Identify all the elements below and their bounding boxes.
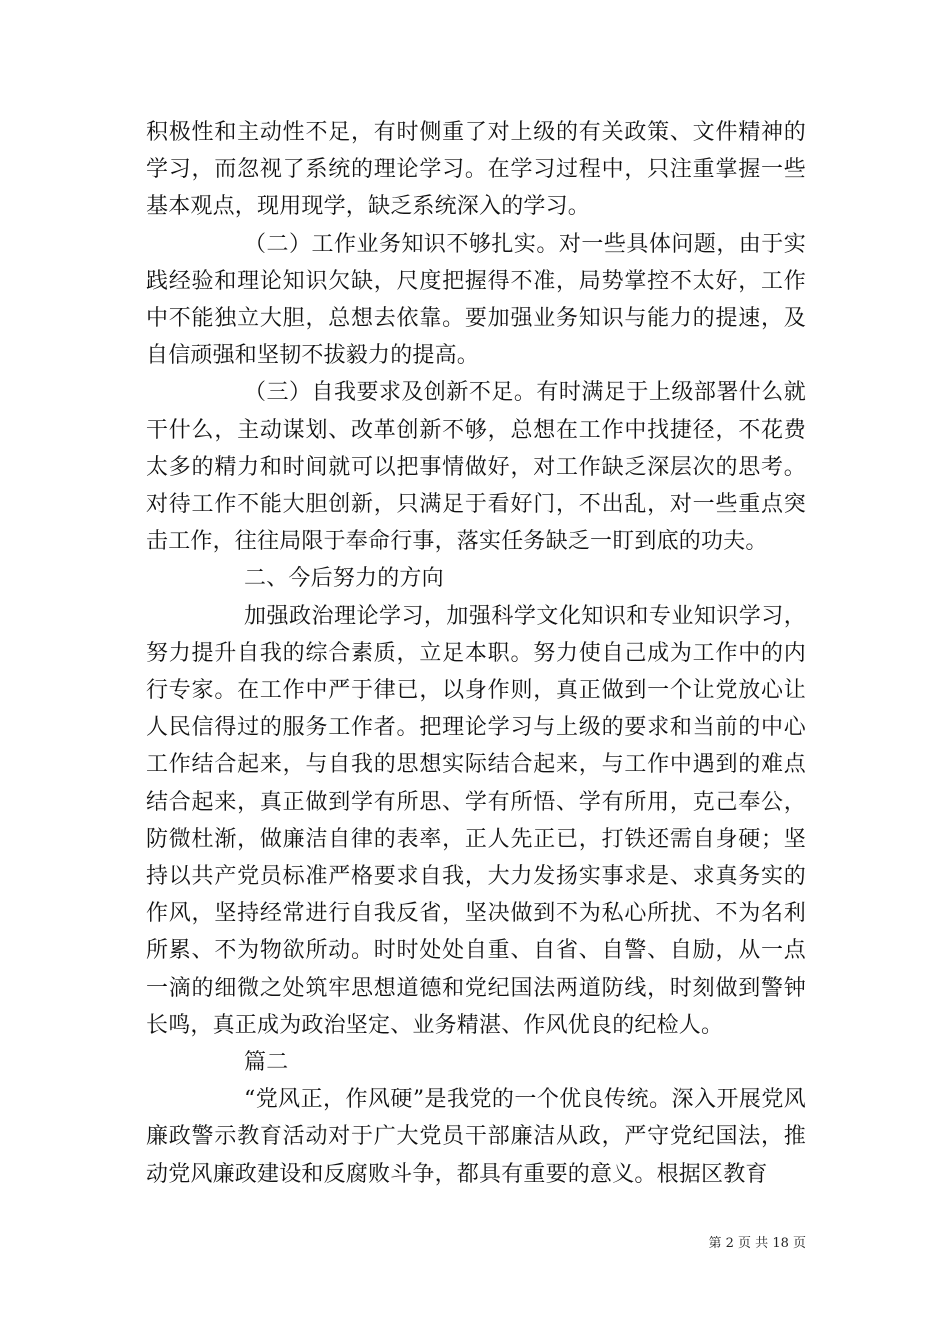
document-body	[146, 114, 806, 1193]
page-number-footer: 第 2 页 共 18 页	[708, 1236, 806, 1251]
section-heading-part-two: 篇二	[244, 1050, 289, 1076]
paragraph-section-2: （二）工作业务知识不够扎实。对一些具体问题，由于实践经验和理论知识欠缺，尺度把握得不准，局势掌控不太好，工作中不能独立大胆，总想去依靠。要加强业务知识与能力的提速，及自信顽强和坚韧不拔毅力的提高。	[146, 231, 806, 369]
paragraph-continuation: 积极性和主动性不足，有时侧重了对上级的有关政策、文件精神的学习，而忽视了系统的理论学习。在学习过程中，只注重掌握一些基本观点，现用现学，缺乏系统深入的学习。	[146, 120, 806, 220]
paragraph-future-direction: 加强政治理论学习，加强科学文化知识和专业知识学习，努力提升自我的综合素质，立足本职。努力使自己成为工作中的内行专家。在工作中严于律已，以身作则，真正做到一个让党放心让人民信得过的服务工作者。把理论学习与上级的要求和当前的中心工作结合起来，与自我的思想实际结合起来，与工作中遇到的难点结合起来，真正做到学有所思、学有所悟、学有所用，克己奉公，防微杜渐，做廉洁自律的表率，正人先正已，打铁还需自身硬；坚持以共产党员标准严格要求自我，大力发扬实事求是、求真务实的作风，坚持经常进行自我反省，坚决做到不为私心所扰、不为名利所累、不为物欲所动。时时处处自重、自省、自警、自励，从一点一滴的细微之处筑牢思想道德和党纪国法两道防线，时刻做到警钟长鸣，真正成为政治坚定、业务精湛、作风优良的纪检人。	[146, 603, 806, 1038]
section-heading-future-direction: 二、今后努力的方向	[244, 566, 444, 592]
paragraph-part-two-intro: “党风正，作风硬”是我党的一个优良传统。深入开展党风廉政警示教育活动对于广大党员干部廉洁从政，严守党纪国法，推动党风廉政建设和反腐败斗争，都具有重要的意义。根据区教育	[146, 1087, 806, 1187]
paragraph-section-3: （三）自我要求及创新不足。有时满足于上级部署什么就干什么，主动谋划、改革创新不够，总想在工作中找捷径，不花费太多的精力和时间就可以把事情做好，对工作缺乏深层次的思考。对待工作不能大胆创新，只满足于看好门，不出乱，对一些重点突击工作，往往局限于奉命行事，落实任务缺乏一盯到底的功夫。	[146, 380, 806, 555]
